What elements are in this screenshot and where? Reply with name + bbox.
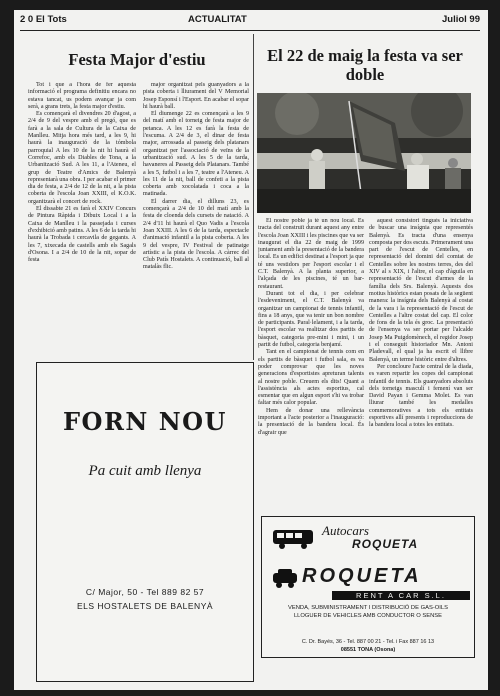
ad-roqueta bbox=[261, 516, 475, 658]
forn-nou-town: ELS HOSTALETS DE BALENYÀ bbox=[76, 601, 214, 611]
article-left-column-1 bbox=[28, 82, 136, 357]
paragraph: El nostre poble ja té un nou local. Es tracta del construït durant aquest any entre l'escola Joan XXIII i les piscines que va ser inaugurat el dia 22 de maig de 1999 juntament amb la presentació de la bandera local. Es un edifici destinat a l'esport ja que té uns vestidors per l'esport escolar i el C.T. Balenyà. A la planta superior, a l'alçada de les piscines, té un bar-restaurant. bbox=[258, 218, 364, 290]
article-right-column-2 bbox=[369, 218, 473, 510]
roqueta-services-2: LLOGUER DE VEHICLES AMB CONDUCTOR O SENSE bbox=[293, 613, 443, 619]
paragraph: El darrer dia, el dilluns 23, es començarà a 2/4 de 10 del matí amb la festa de cloenda dels cursets de natació. A 2/4 d'11 hi haurà el Quo Vadis a l'escola Joan XXIII. A les 6 de la tarda, espectacle d'animació infantil a la pista coberta. A les 9 del vespre, IV Festival de patinatge artístic a la pista de l'escola. A càrrec del Club Patís Hostalets. A continuació, ball al matalàs flic. bbox=[143, 198, 249, 271]
column-divider bbox=[253, 34, 254, 360]
roqueta-services-1: VENDA, SUBMINISTRAMENT I DISTRIBUCIÓ DE GAS-OILS bbox=[288, 605, 448, 611]
paragraph: Durant tot el dia, i per celebrar l'esdeveniment, el C.T. Balenyà va organitzar un campionat de tennis infantil, fins a 18 anys, que va tenir un bon nombre de participants. Paral·lelament, i a la tarda, l'esport escolar va realitzar dos partits de bàsquet, categoria pre-mini i mini, i un partit de futbol, categoria benjamí. bbox=[258, 290, 364, 349]
autocars-script: Autocars bbox=[322, 523, 369, 538]
paragraph: Hem de donar una rellevància important a l'acte posterior a l'inauguració: la presentació de la bandera local. És d'agrair que bbox=[258, 407, 364, 436]
paragraph: El diumenge 22 es començarà a les 9 del matí amb el torneig de festa major de petanca. A les 12 es farà la festa de l'escuma. A 2/4 de 3, el dinar de festa major, arrossada al passeig dels platanars organitzat per l'associació de veïns de la urbanització sud. A les 5 de la tarda, havaneres al Passeig dels Platanars. També a les 5, futbol i a les 7, teatre a l'Ateneu. A les 11 de la nit, ball de confeti a la pista coberta amb xocolatada i coca a la matinada. bbox=[143, 111, 249, 198]
ad-forn-nou bbox=[36, 362, 254, 682]
roqueta-brand: ROQUETA bbox=[302, 565, 422, 587]
article-title-22-maig: El 22 de maig la festa va ser doble bbox=[267, 46, 463, 84]
paragraph: Per concloure l'acte central de la diada, es varen repartir les copes del campionat infantil de tennis. Els guanyadors absoluts dels torneigs masculí i femení van ser David Payan i Gemma Molet. Es van lliurar també les medalles commemoratives a tots els entitats esportives allí presents i reproduccions de la bandera local a totes les entitats. bbox=[369, 363, 473, 429]
paragraph: major organitzat pels guanyadors a la pista coberta i lliurament del V Memorial Josep Esponsí i l'Esport. En acabar el sopar hi haurà ball. bbox=[143, 82, 249, 110]
crowd-with-flag-image bbox=[257, 93, 471, 213]
paragraph: Es començarà el divendres 20 d'agost, a 2/4 de 9 del vespre amb el pregó, que es farà a la sala de Cultura de la Caixa de Manlleu. Mitja hora més tard, a les 9, hi haurà la inauguració de la tómbola parroquial A les 10 de la nit hi haurà el Correfoc, amb els Diables de Tona, a la Urbanització Sud. A les 11, a l'Ateneu, el grup de Teatre d'Amics de Balenyà representarà una obra. I per acabar el primer dia de festa, a 2/4 de 12 de la nit, a la pista coberta de l'escola Joan XXIII, el K.O.K. organitzarà el concert de rock. bbox=[28, 111, 136, 205]
header-date: Juliol 99 bbox=[441, 14, 480, 25]
rent-a-car-bar: RENT A CAR S.L. bbox=[332, 591, 470, 600]
article-left-column-2 bbox=[143, 82, 249, 357]
forn-nou-address: C/ Major, 50 - Tel 889 82 57 bbox=[85, 587, 205, 597]
bandera-photo bbox=[257, 93, 471, 213]
paragraph: El dissabte 21 es farà el XXIV Concurs de Pintura Ràpida i Dibuix Local i a la Caixa de Manlleu i la passejada i curses d'exhibició amb patins. A les 6 de la tarda hi haurà la Trobada i cercavila de gegants. A les 7, xixecada de castells amb els Sagals d'Osona. I a 2/4 de 10 de la nit, sopar de festa bbox=[28, 206, 136, 264]
header-section: ACTUALITAT bbox=[188, 14, 247, 25]
paragraph: aquest consistori tingués la iniciativa de buscar una insígnia que representés Balenyà. Es tracta d'una ensenya composta per dos escuts. Primerament una part de l'escut de Centelles, en representació del domini del comtat de Centelles sobre les nostres terres, des del XIV al s XIX, i l'altre, el cap d'àguila en representació de l'escut d'armes de la família dels Srs. Balenyà. Aquests dos motius històrics estan posats de la següent manera: la insígnia dels Balenyà al costat de la vara i la representació de l'escut de Centelles a l'altre costat del cap. El color de fons de la tela és groc. La presentació de l'ensenya va ser portar per l'alcalde Josep Ma Puigdomènech, el regidor Josep i el conseguit historiador Mn. Antoni Pladevall, el qual ja ha escrit el llibre Balenyà, un terme històric entre d'altres. bbox=[369, 218, 473, 363]
article-right-column-1 bbox=[258, 218, 364, 510]
paragraph: Tant en el campionat de tennis com en els partits de bàsquet i futbol sala, es va poder comprovar que les noves generacions d'esportistes apreturan talents al nostre poble. Creuem els dits! Quant a l'assistència als actes esportius, cal esmentar que en algun esport s'hi va trobar faltar més calor popular. bbox=[258, 349, 364, 407]
forn-nou-name: FORN NOU bbox=[63, 407, 227, 436]
autocars-name: ROQUETA bbox=[352, 537, 419, 551]
roqueta-address: C. Dr. Bayés, 36 - Tel. 887 00 21 - Tel. i Fax 887 16 13 bbox=[301, 639, 435, 645]
paragraph: Tot i que a l'hora de fer aquesta informació el programa definitiu encara no estava tancat, us podem avançar ja com serà, a grans trets, la festa major d'estiu. bbox=[28, 82, 136, 110]
forn-nou-slogan: Pa cuit amb llenya bbox=[88, 463, 202, 479]
article-title-festa-major: Festa Major d'estiu bbox=[68, 50, 206, 69]
car-logo-icon bbox=[272, 565, 298, 591]
header-rule bbox=[20, 30, 480, 31]
header-page-info: 2 0 El Tots bbox=[20, 14, 67, 25]
roqueta-town: 08551 TONA (Osona) bbox=[340, 647, 396, 653]
bus-logo-icon bbox=[272, 527, 316, 551]
page-header bbox=[20, 14, 480, 28]
